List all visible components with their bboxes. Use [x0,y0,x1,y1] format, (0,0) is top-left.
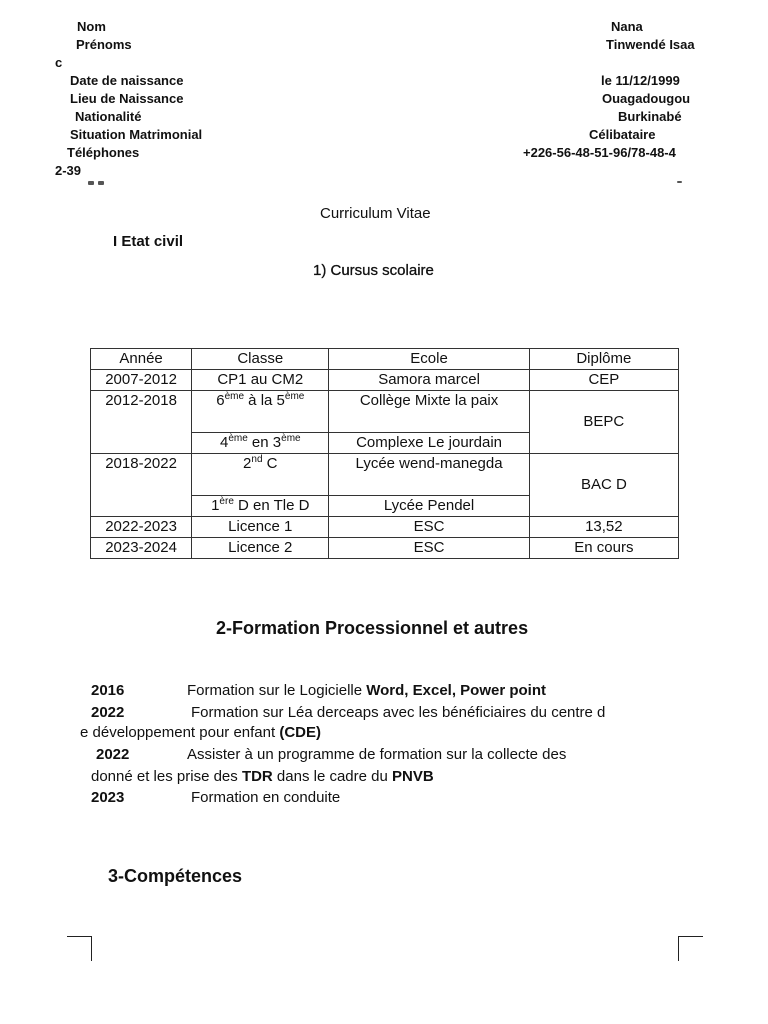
formation-text: dans le cadre du [272,768,393,785]
formation-item [91,682,691,699]
classe-superscript: ème [224,391,245,402]
header-ecole: Ecole [329,349,529,370]
lieu-naissance-value: Ouagadougou [602,91,691,106]
cell-classe: Licence 1 [192,517,329,538]
formation-year: 2022 [96,746,130,763]
classe-text: D en Tle D [233,497,310,514]
cell-annee: 2012-2018 [91,391,192,454]
formation-item [91,704,691,721]
formation-item-continuation [91,768,691,785]
header-classe: Classe [192,349,329,370]
cell-diplome: CEP [529,370,678,391]
situation-value: Célibataire [589,127,656,142]
classe-number: 1 [211,497,220,514]
table-row [91,370,679,391]
classe-text: C [262,455,278,472]
section-formation: 2-Formation Processionnel et autres [216,618,529,638]
formation-year: 2022 [91,704,125,721]
cell-annee: 2022-2023 [91,517,192,538]
nationalite-value: Burkinabé [618,109,682,124]
cell-classe [192,454,329,496]
cell-classe [192,433,329,454]
cell-diplome: En cours [529,538,678,559]
cell-diplome: 13,52 [529,517,678,538]
table-row [91,454,679,496]
classe-superscript: ère [219,496,234,507]
cell-classe: Licence 2 [192,538,329,559]
formation-item [91,789,691,806]
formation-bold-text: (CDE) [279,724,321,741]
date-naissance-value: le 11/12/1999 [601,73,680,88]
cell-annee: 2023-2024 [91,538,192,559]
table-row [91,517,679,538]
classe-number: 6 [216,392,225,409]
prenoms-overflow-text: c [55,55,63,70]
cell-annee: 2018-2022 [91,454,192,517]
classe-superscript: ème [284,391,305,402]
telephone-label: Téléphones [67,145,140,160]
cursus-table [90,348,679,559]
classe-superscript: ème [281,433,301,444]
cell-annee: 2007-2012 [91,370,192,391]
prenoms-label: Prénoms [76,37,132,52]
crop-mark-right [678,936,703,961]
formation-year: 2016 [91,682,125,699]
classe-number: 2 [243,455,252,472]
classe-text: en 3 [247,434,282,451]
formation-bold-text: PNVB [392,768,434,785]
cell-classe [192,391,329,433]
formation-bold-text: Word, Excel, Power point [366,682,547,699]
telephone-overflow-text: 2-39 [55,163,82,178]
section-competences: 3-Compétences [108,866,243,886]
lieu-naissance-label: Lieu de Naissance [70,91,184,106]
formation-item-continuation [80,724,680,741]
cell-diplome: BAC D [529,454,678,517]
table-row [91,391,679,433]
cell-ecole: Samora marcel [329,370,529,391]
classe-number: 4 [219,434,229,451]
nationalite-label: Nationalité [75,109,142,124]
section-cursus-scolaire [313,262,434,279]
date-naissance-label: Date de naissance [70,73,184,88]
formation-text: Assister à un programme de formation sur la collecte des [187,746,567,763]
cell-ecole: ESC [329,538,529,559]
formation-text: donné et les prise des [91,768,242,785]
nom-label: Nom [77,19,106,34]
cell-classe [192,496,329,517]
classe-superscript: nd [251,454,263,465]
formation-text: Formation en conduite [191,789,341,806]
clipped-text-fragment [88,181,94,185]
header-annee: Année [91,349,192,370]
classe-text: à la 5 [244,392,285,409]
formation-bold-text: TDR [241,768,273,785]
document-title: Curriculum Vitae [320,205,431,222]
table-row [91,538,679,559]
formation-text: e développement pour enfant [80,724,280,741]
cell-ecole: Lycée wend-manegda [329,454,529,496]
table-header-row [91,349,679,370]
header-diplome: Diplôme [529,349,678,370]
cursus-heading-text: 1) Cursus scolaire [313,262,434,279]
cell-ecole: Collège Mixte la paix [329,391,529,433]
situation-label: Situation Matrimonial [70,127,203,142]
formation-text: Formation sur Léa derceaps avec les bénéficiaires du centre d [191,704,606,721]
cell-ecole: Lycée Pendel [329,496,529,517]
cell-ecole: ESC [329,517,529,538]
telephone-value: +226-56-48-51-96/78-48-4 [523,145,676,160]
formation-text: Formation sur le Logicielle [187,682,367,699]
cell-classe: CP1 au CM2 [192,370,329,391]
classe-superscript: ème [228,433,248,444]
crop-mark-left [67,936,92,961]
formation-item [96,746,696,763]
clipped-text-fragment [677,181,682,183]
nom-value: Nana [611,19,643,34]
formation-year: 2023 [91,789,125,806]
cell-ecole: Complexe Le jourdain [329,433,529,454]
prenoms-value: Tinwendé Isaa [606,37,695,52]
section-etat-civil: I Etat civil [113,233,184,250]
cell-diplome: BEPC [529,391,678,454]
clipped-text-fragment [98,181,104,185]
